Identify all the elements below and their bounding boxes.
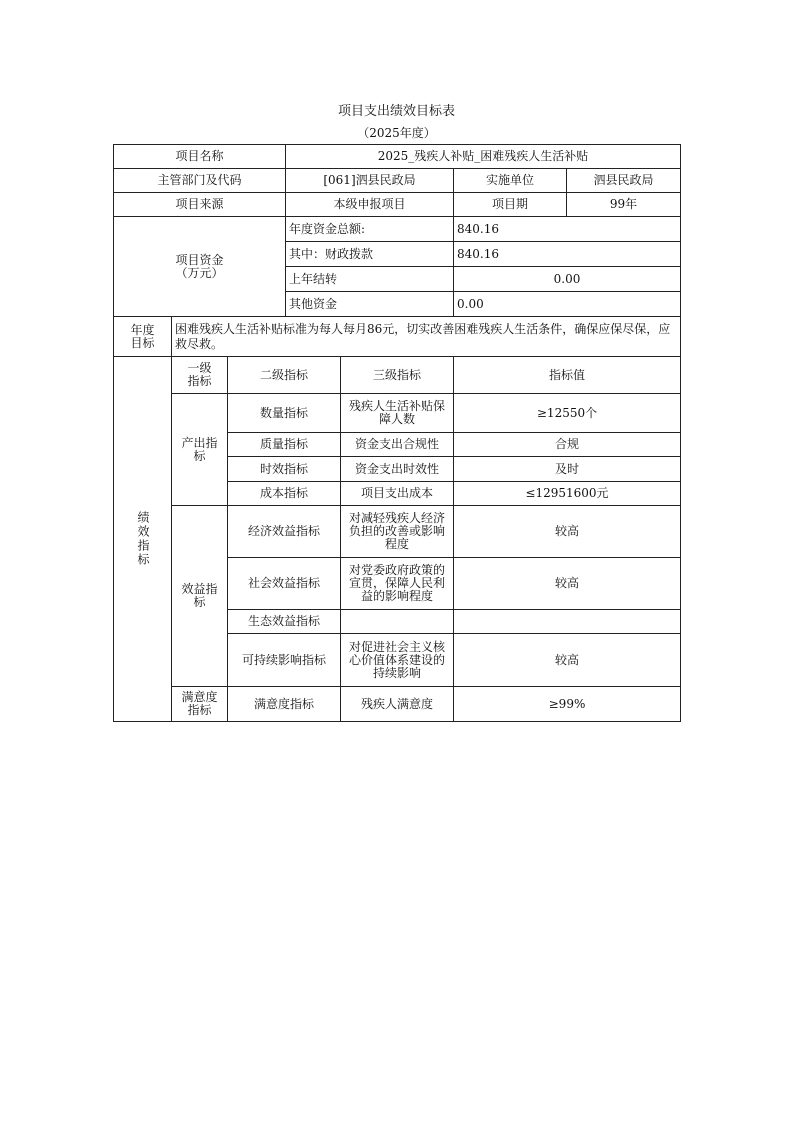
level2-cell: 数量指标	[227, 393, 341, 433]
level3-cell: 对党委政府政策的 宣贯，保障人民利 益的影响程度	[340, 557, 454, 610]
funds-row-label: 上年结转	[285, 266, 454, 292]
level3-cell: 残疾人生活补贴保 障人数	[340, 393, 454, 433]
level2-cell: 时效指标	[227, 456, 341, 482]
annual-goal-label: 年度 目标	[113, 316, 172, 357]
level3-cell: 资金支出时效性	[340, 456, 454, 482]
level3-cell: 对促进社会主义核 心价值体系建设的 持续影响	[340, 633, 454, 687]
level2-cell: 社会效益指标	[227, 557, 341, 610]
funds-row-value: 0.00	[453, 266, 681, 292]
header-level2: 二级指标	[227, 356, 341, 394]
output-indicator-group: 产出指 标	[171, 393, 228, 506]
funds-row-label: 其他资金	[285, 291, 454, 317]
impl-unit-value: 泗县民政局	[566, 168, 681, 193]
project-name-value: 2025_残疾人补贴_困难残疾人生活补贴	[285, 144, 681, 169]
value-cell: 较高	[453, 633, 681, 687]
level2-cell: 可持续影响指标	[227, 633, 341, 687]
level3-cell: 资金支出合规性	[340, 432, 454, 457]
value-cell: 较高	[453, 557, 681, 610]
source-value: 本级申报项目	[285, 192, 454, 217]
level3-cell: 项目支出成本	[340, 481, 454, 506]
level2-cell: 质量指标	[227, 432, 341, 457]
perf-indicator-label: 绩效指标	[113, 356, 172, 722]
funds-row-value: 840.16	[453, 241, 681, 267]
value-cell	[453, 609, 681, 634]
period-value: 99年	[566, 192, 681, 217]
header-value: 指标值	[453, 356, 681, 394]
dept-label: 主管部门及代码	[113, 168, 286, 193]
funds-row-value: 0.00	[453, 291, 681, 317]
impl-unit-label: 实施单位	[453, 168, 567, 193]
page-title: 项目支出绩效目标表	[337, 104, 455, 119]
funds-row-label: 年度资金总额:	[285, 216, 454, 242]
funds-row-value: 840.16	[453, 216, 681, 242]
value-cell: 及时	[453, 456, 681, 482]
value-cell: ≤12951600元	[453, 481, 681, 506]
level3-cell: 残疾人满意度	[340, 686, 454, 722]
level2-cell: 成本指标	[227, 481, 341, 506]
source-label: 项目来源	[113, 192, 286, 217]
benefit-indicator-group: 效益指 标	[171, 505, 228, 687]
level3-cell	[340, 609, 454, 634]
funds-row-label: 其中：财政拨款	[285, 241, 454, 267]
level2-cell: 满意度指标	[227, 686, 341, 722]
level3-cell: 对减轻残疾人经济 负担的改善或影响 程度	[340, 505, 454, 558]
level2-cell: 经济效益指标	[227, 505, 341, 558]
satisfaction-indicator-group: 满意度 指标	[171, 686, 228, 722]
value-cell: ≥99%	[453, 686, 681, 722]
period-label: 项目期	[453, 192, 567, 217]
annual-goal-text: 困难残疾人生活补贴标准为每人每月86元，切实改善困难残疾人生活条件，确保应保尽保，应救尽救。	[171, 316, 681, 357]
value-cell: ≥12550个	[453, 393, 681, 433]
header-level1: 一级 指标	[171, 356, 228, 394]
project-name-label: 项目名称	[113, 144, 286, 169]
dept-value: [061]泗县民政局	[285, 168, 454, 193]
value-cell: 较高	[453, 505, 681, 558]
page-subtitle-year: （2025年度）	[357, 126, 436, 140]
value-cell: 合规	[453, 432, 681, 457]
header-level3: 三级指标	[340, 356, 454, 394]
funds-label: 项目资金 （万元）	[113, 216, 286, 317]
level2-cell: 生态效益指标	[227, 609, 341, 634]
